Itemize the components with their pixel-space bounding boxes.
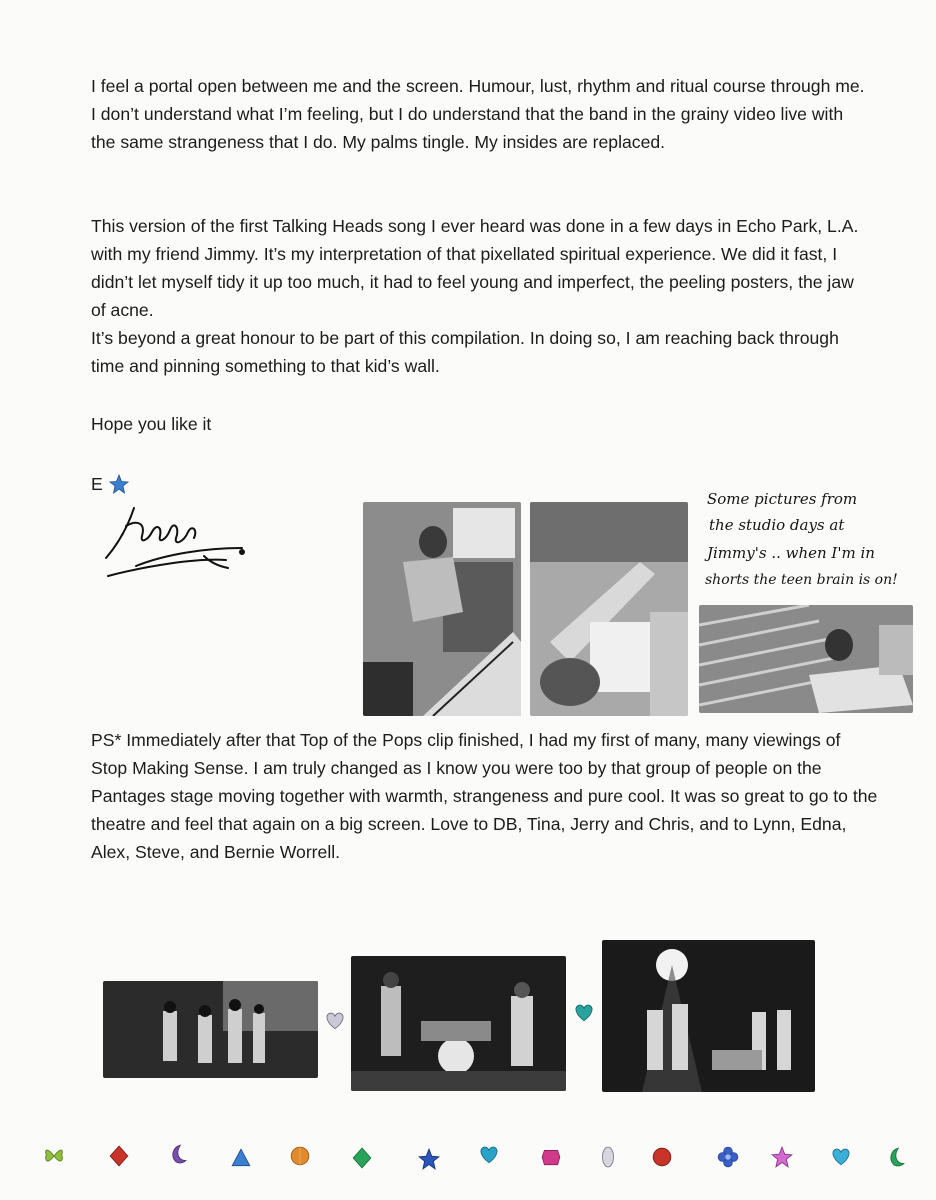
handwritten-note-line-2: the studio days at bbox=[709, 516, 845, 534]
letter-paragraph-3: It’s beyond a great honour to be part of this compilation. In doing so, I am reaching back through time and pinning something to that kid’s wall. bbox=[91, 328, 839, 376]
heart-sticker-icon bbox=[478, 1144, 500, 1166]
stage-photo-right bbox=[602, 940, 815, 1092]
studio-photo-legs bbox=[530, 502, 688, 716]
gem-sticker-icon bbox=[540, 1146, 562, 1168]
butterfly-sticker-icon bbox=[43, 1145, 65, 1167]
star-sticker-icon bbox=[418, 1148, 440, 1170]
handwritten-note-line-3: Jimmy's .. when I'm in bbox=[707, 544, 875, 562]
studio-photo-lying bbox=[699, 605, 913, 713]
studio-photo-keyboard bbox=[363, 502, 521, 716]
letter-paragraph-1: I feel a portal open between me and the screen. Humour, lust, rhythm and ritual course through me. I don’t understand what I’m feeling, but I do understand that the band in the grainy video live with the same strangeness that I do. My palms tingle. My insides are replaced. bbox=[91, 76, 865, 152]
diamond-sticker-icon bbox=[108, 1145, 130, 1167]
heart-sticker-icon bbox=[573, 1002, 595, 1024]
letter-closing: Hope you like it bbox=[91, 414, 212, 434]
moon-sticker-icon bbox=[166, 1143, 188, 1165]
star-sticker-icon bbox=[771, 1146, 793, 1168]
star-sticker-icon bbox=[109, 474, 129, 494]
letter-paragraph-2: This version of the first Talking Heads song I ever heard was done in a few days in Echo Park, L.A. with my friend Jimmy. It’s my interpretation of that pixellated spiritual experience. We did it fast, I didn’t let myself tidy it up too much, it had to feel young and imperfect, the peeling posters, the jaw of acne. bbox=[91, 216, 859, 320]
letter-postscript: PS* Immediately after that Top of the Pops clip finished, I had my first of many, many viewings of Stop Making Sense. I am truly changed as I know you were too by that group of people on the Pantages stage moving together with warmth, strangeness and pure cool. It was so great to go to the theatre and feel that again on a big screen. Love to DB, Tina, Jerry and Chris, and to Lynn, Edna, Alex, Steve, and Bernie Worrell. bbox=[91, 730, 878, 862]
moon-sticker-icon bbox=[884, 1146, 906, 1168]
heart-sticker-icon bbox=[324, 1010, 346, 1032]
stage-photo-left bbox=[103, 981, 318, 1078]
handwritten-note-line-4: shorts the teen brain is on! bbox=[705, 572, 898, 588]
handwritten-note-line-1: Some pictures from bbox=[707, 490, 858, 508]
oval-sticker-icon bbox=[597, 1146, 619, 1168]
orb-sticker-icon bbox=[289, 1145, 311, 1167]
signature bbox=[96, 496, 256, 586]
diamond-sticker-icon bbox=[351, 1147, 373, 1169]
letter-initial: E bbox=[91, 474, 103, 494]
flower-sticker-icon bbox=[717, 1146, 739, 1168]
heart-sticker-icon bbox=[830, 1146, 852, 1168]
triangle-sticker-icon bbox=[230, 1147, 252, 1169]
stage-photo-middle bbox=[351, 956, 566, 1091]
orb-sticker-icon bbox=[651, 1146, 673, 1168]
